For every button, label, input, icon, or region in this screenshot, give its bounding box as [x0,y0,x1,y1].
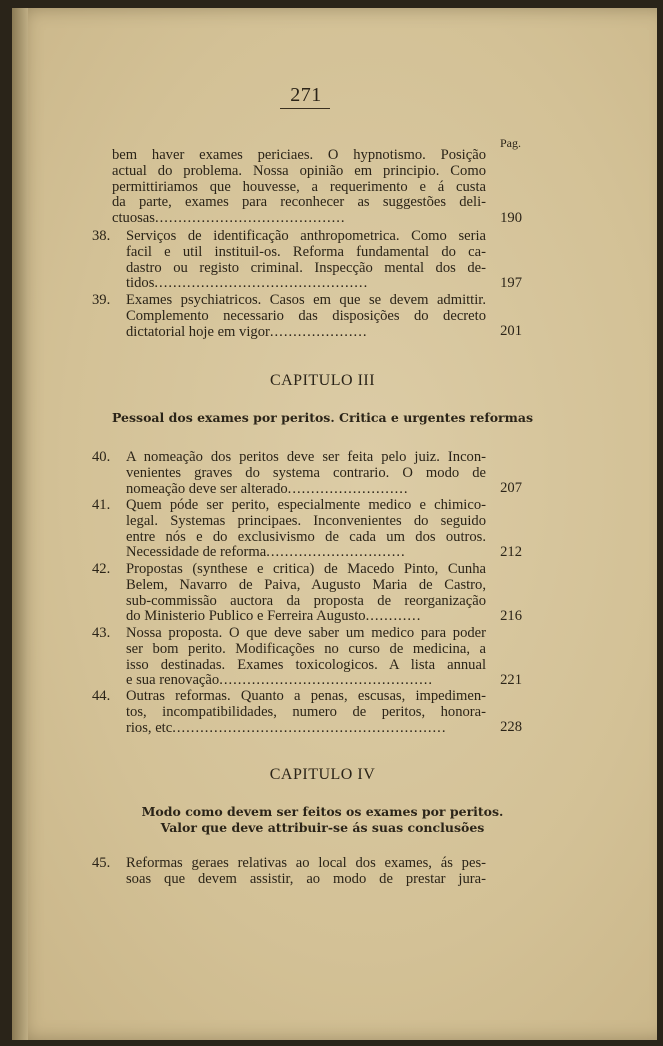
entry-line: da parte, exames para reconhecer as suggestões deli- [112,195,486,211]
entry-page-number: 190 [500,210,522,226]
entry-page-number: 228 [500,719,522,735]
entry-line: Outras reformas. Quanto a penas, escusas, impedimen- [126,689,486,704]
entry-number: 44. [92,688,111,704]
entry-page-number: 207 [500,480,522,496]
page-number: 271 [290,84,322,106]
dot-leaders: .............................. [266,545,406,561]
toc-entry-39 [92,293,522,340]
entry-line: legal. Systemas principaes. Inconvenientes do seguido [126,513,486,529]
dot-leaders: ........................................................... [172,720,447,736]
entry-number: 41. [92,497,111,513]
dot-leaders: .............................................. [154,276,369,292]
entry-line: Necessidade de reforma [126,545,267,561]
entry-line: soas que devem assistir, ao modo de prestar jura- [126,871,486,887]
dot-leaders: .......................... [287,481,409,497]
entry-line: isso destinadas. Exames toxicologicos. A lista annual [126,657,486,673]
toc-entry-43 [92,626,522,689]
dot-leaders: ..................... [269,324,368,340]
entry-line: nomeação deve ser alterado [126,481,288,497]
entry-line: Reformas geraes relativas ao local dos exames, ás pes- [126,856,486,871]
entry-line: tidos [126,276,155,292]
entry-line: actual do problema. Nossa opinião em principio. Como [112,163,486,179]
entry-line: e sua renovação [126,673,220,689]
entry-line: Serviços de identificação anthropometrica. Como seria [126,229,486,244]
entry-number: 42. [92,561,111,577]
entry-line: Propostas (synthese e critica) de Macedo Pinto, Cunha [126,562,486,577]
page-number-rule [280,108,330,109]
entry-page-number: 212 [500,544,522,560]
entry-line: permittiriamos que houvesse, a requerimento e á custa [112,179,486,195]
chapter-subtitle: Valor que deve attribuir-se ás suas conclusões [160,820,485,835]
entry-line: ctuosas [112,211,155,227]
entry-number: 45. [92,855,111,871]
entry-page-number: 201 [500,323,522,339]
chapter-subtitle: Modo como devem ser feitos os exames por peritos. [141,804,504,819]
toc-entry-continued [92,148,522,227]
entry-number: 43. [92,625,111,641]
entry-line: dictatorial hoje em vigor [126,324,270,340]
chapter-heading: CAPITULO IV [269,766,376,783]
toc-entry-40 [92,450,522,497]
entry-line: entre nós e do exclusivismo de cada um dos outros. [126,529,486,545]
toc-entry-42 [92,562,522,625]
entry-page-number: 197 [500,275,522,291]
entry-line: bem haver exames periciaes. O hypnotismo. Posição [112,148,486,163]
chapter-subtitle: Pessoal dos exames por peritos. Critica e urgentes reformas [111,410,533,425]
chapter-heading: CAPITULO III [269,372,376,389]
entry-line: rios, etc [126,720,173,736]
entry-line: tos, incompatibilidades, numero de peritos, honora- [126,704,486,720]
toc-entry-45 [92,856,522,888]
toc-entry-41 [92,498,522,561]
dot-leaders: .............................................. [219,673,434,689]
entry-page-number: 216 [500,608,522,624]
entry-page-number: 221 [500,672,522,688]
dot-leaders: ......................................... [154,211,346,227]
page-spine-shadow [12,8,28,1040]
dot-leaders: ............ [365,609,422,625]
pag-column-label: Pag. [500,136,521,150]
entry-line: Exames psychiatricos. Casos em que se devem admittir. [126,293,486,308]
entry-line: facil e util instituil-os. Reforma fundamental do ca- [126,244,486,260]
entry-line: Quem póde ser perito, especialmente medico e chimico- [126,498,486,513]
entry-number: 38. [92,228,111,244]
entry-line: A nomeação dos peritos deve ser feita pelo juiz. Incon- [126,450,486,465]
entry-line: Nossa proposta. O que deve saber um medico para poder [126,626,486,641]
entry-line: sub-commissão auctora da proposta de reorganização [126,593,486,609]
entry-line: Complemento necessario das disposições do decreto [126,308,486,324]
entry-line: dastro ou registo criminal. Inspecção mental dos de- [126,260,486,276]
entry-line: ser bom perito. Modificações no curso de medicina, a [126,641,486,657]
entry-line: do Ministerio Publico e Ferreira Augusto [126,609,366,625]
entry-number: 39. [92,292,111,308]
toc-entry-44 [92,689,522,736]
entry-line: Belem, Navarro de Paiva, Augusto Maria de Castro, [126,577,486,593]
entry-line: venientes graves do systema contrario. O modo de [126,465,486,481]
toc-entry-38 [92,229,522,292]
entry-number: 40. [92,449,111,465]
